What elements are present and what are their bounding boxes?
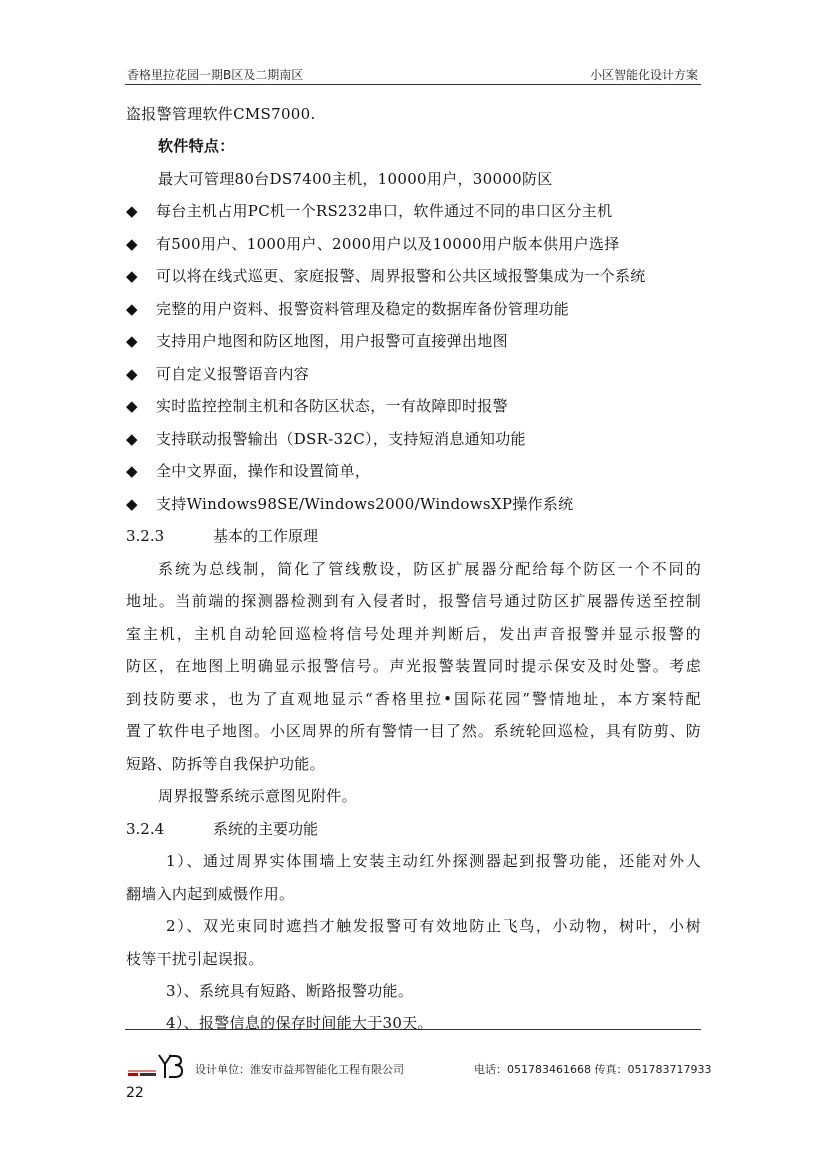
header-right: 小区智能化设计方案 <box>589 68 698 82</box>
bullet-icon: ◆ <box>126 332 138 350</box>
paragraph-line: 置了软件电子地图。小区周界的所有警情一目了然。系统轮回巡检，具有防剪、防 <box>126 722 701 740</box>
header-rule <box>125 84 701 85</box>
feature-item: 全中文界面，操作和设置简单， <box>156 462 371 480</box>
header-left: 香格里拉花园一期B区及二期南区 <box>127 68 304 82</box>
bullet-icon: ◆ <box>126 267 138 285</box>
footer-rule <box>125 1029 701 1030</box>
paragraph-line: 地址。当前端的探测器检测到有入侵者时，报警信号通过防区扩展器传送至控制 <box>126 592 701 610</box>
bullet-icon: ◆ <box>126 235 138 253</box>
footer-design-unit: 设计单位：淮安市益邦智能化工程有限公司 <box>195 1063 404 1076</box>
paragraph-line: 室主机，主机自动轮回巡检将信号处理并判断后，发出声音报警并显示报警的 <box>126 625 701 643</box>
intro-line: 盗报警管理软件CMS7000. <box>126 105 316 123</box>
bullet-icon: ◆ <box>126 430 138 448</box>
feature-item: 有500用户、1000用户、2000用户以及10000用户版本供用户选择 <box>156 235 620 253</box>
function-item: 3）、系统具有短路、断路报警功能。 <box>166 982 414 1000</box>
feature-item: 可自定义报警语音内容 <box>156 365 310 383</box>
section-title: 基本的工作原理 <box>213 527 319 545</box>
function-item: 2）、双光束同时遮挡才触发报警可有效地防止飞鸟，小动物，树叶，小树 <box>166 917 701 935</box>
bullet-icon: ◆ <box>126 397 138 415</box>
feature-item: 支持Windows98SE/Windows2000/WindowsXP操作系统 <box>156 495 574 513</box>
section-number: 3.2.4 <box>126 820 165 838</box>
company-logo-icon <box>126 1053 188 1079</box>
function-item: 1）、通过周界实体围墙上安装主动红外探测器起到报警功能，还能对外人 <box>166 852 701 870</box>
bullet-icon: ◆ <box>126 495 138 513</box>
paragraph-line: 系统为总线制，简化了管线敷设，防区扩展器分配给每个防区一个不同的 <box>158 560 701 578</box>
page-number: 22 <box>126 1085 144 1101</box>
bullet-icon: ◆ <box>126 300 138 318</box>
paragraph-line: 到技防要求，也为了直观地显示“香格里拉•国际花园”警情地址，本方案特配 <box>126 690 701 708</box>
feature-item: 完整的用户资料、报警资料管理及稳定的数据库备份管理功能 <box>156 300 570 318</box>
bullet-icon: ◆ <box>126 202 138 220</box>
function-item-cont: 翻墙入内起到威慑作用。 <box>126 885 295 903</box>
feature-item: 每台主机占用PC机一个RS232串口，软件通过不同的串口区分主机 <box>156 202 613 220</box>
bullet-icon: ◆ <box>126 462 138 480</box>
bullet-icon: ◆ <box>126 365 138 383</box>
attachment-note: 周界报警系统示意图见附件。 <box>158 787 357 805</box>
features-heading: 软件特点： <box>158 137 235 155</box>
function-item-cont: 枝等干扰引起误报。 <box>126 950 264 968</box>
footer-contact: 电话：051783461668 传真：051783717933 <box>474 1063 712 1076</box>
feature-item: 可以将在线式巡更、家庭报警、周界报警和公共区域报警集成为一个系统 <box>156 267 646 285</box>
feature-item: 支持联动报警输出（DSR-32C），支持短消息通知功能 <box>156 430 526 448</box>
feature-item: 支持用户地图和防区地图，用户报警可直接弹出地图 <box>156 332 508 350</box>
section-title: 系统的主要功能 <box>213 820 319 838</box>
paragraph-line: 短路、防拆等自我保护功能。 <box>126 755 325 773</box>
paragraph-line: 防区，在地图上明确显示报警信号。声光报警装置同时提示保安及时处警。考虑 <box>126 657 701 675</box>
feature-item: 实时监控控制主机和各防区状态，一有故障即时报警 <box>156 397 508 415</box>
section-number: 3.2.3 <box>126 527 165 545</box>
capacity-line: 最大可管理80台DS7400主机，10000用户，30000防区 <box>158 170 553 188</box>
function-item: 4）、报警信息的保存时间能大于30天。 <box>166 1014 433 1032</box>
